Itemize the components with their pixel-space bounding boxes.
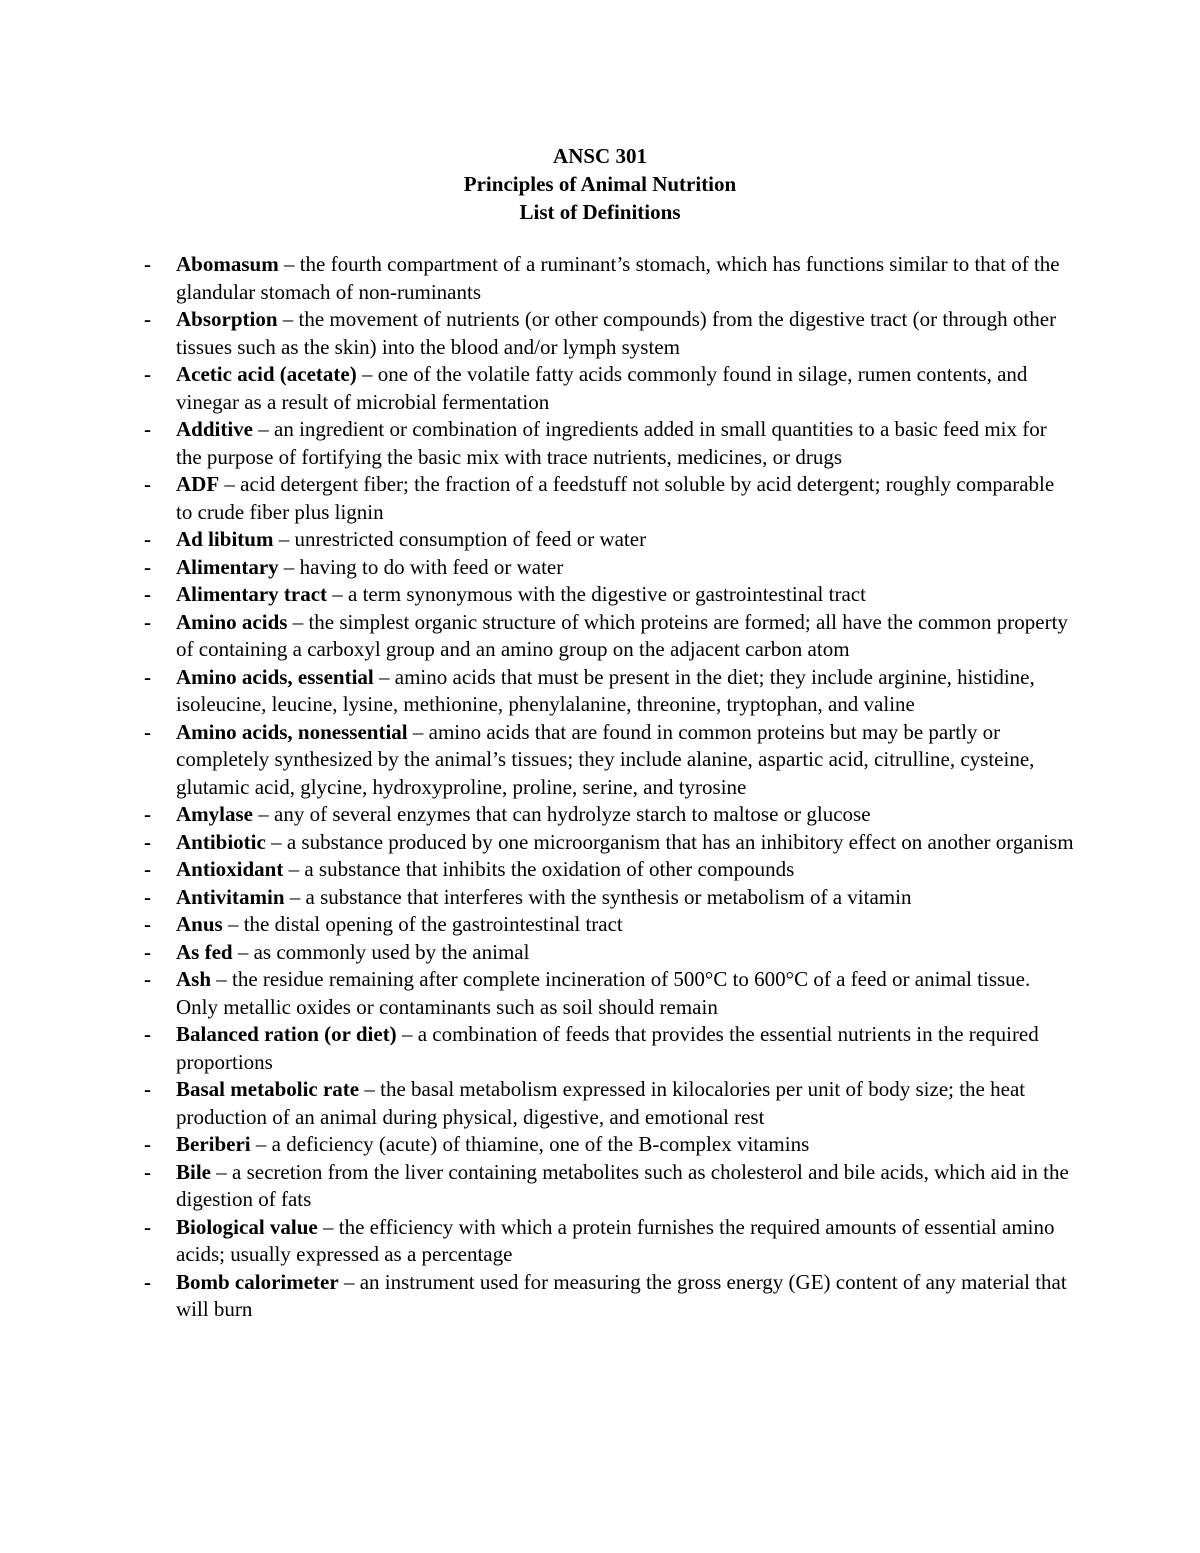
definition-term: Bomb calorimeter [176, 1269, 339, 1294]
bullet-dash: - [144, 1269, 151, 1294]
definition-term: Beriberi [176, 1132, 251, 1156]
definition-term: Ad libitum [176, 527, 274, 551]
definition-term: Antivitamin [176, 884, 285, 909]
definition-text: – any of several enzymes that can hydrolyze starch to maltose or glucose [253, 802, 871, 826]
definition-term: Antibiotic [176, 829, 266, 854]
definition-term: Acetic acid (acetate) [176, 362, 357, 386]
definition-text: – an ingredient or combination of ingredients added in small quantities to a basic feed mix for the purpose of fortifying the basic mix with trace nutrients, medicines, or drugs [176, 417, 1047, 469]
definition-term: Amylase [176, 802, 253, 826]
list-title: List of Definitions [519, 200, 681, 224]
definition-term: Balanced ration (or diet) [176, 1022, 397, 1046]
definition-text: – unrestricted consumption of feed or water [273, 527, 647, 551]
definition-item [144, 1131, 1074, 1159]
definition-term: Basal metabolic rate [176, 1077, 360, 1101]
bullet-dash: - [144, 252, 151, 276]
bullet-dash: - [144, 664, 151, 689]
definition-item [144, 251, 1074, 306]
definition-term: Absorption [176, 307, 278, 331]
definition-text: – a deficiency (acute) of thiamine, one of the B-complex vitamins [250, 1132, 810, 1156]
definition-term: Antioxidant [176, 857, 284, 881]
definition-item [144, 856, 1074, 884]
definition-item [144, 1076, 1074, 1131]
definition-term: Anus [176, 912, 223, 936]
bullet-dash: - [144, 1214, 151, 1239]
definition-term: Bile [176, 1159, 211, 1184]
definition-text: – the distal opening of the gastrointestinal tract [222, 912, 623, 936]
bullet-dash: - [144, 884, 151, 909]
definition-item [144, 1214, 1074, 1269]
bullet-dash: - [144, 362, 151, 386]
definition-term: Biological value [176, 1214, 318, 1239]
bullet-dash: - [144, 554, 151, 579]
definition-item [144, 1021, 1074, 1076]
definition-term: Amino acids [176, 609, 288, 634]
definition-item [144, 554, 1074, 582]
definition-text: – the basal metabolism expressed in kilocalories per unit of body size; the heat production of an animal during physical, digestive, and emotional rest [176, 1077, 1026, 1129]
bullet-dash: - [144, 417, 151, 441]
bullet-dash: - [144, 857, 151, 881]
bullet-dash: - [144, 527, 151, 551]
definition-item [144, 526, 1074, 554]
definition-term: Alimentary [176, 554, 279, 579]
definition-text: – the simplest organic structure of which proteins are formed; all have the common property of containing a carboxyl group and an amino group on the adjacent carbon atom [176, 609, 1068, 661]
definition-term: Amino acids, essential [176, 664, 374, 689]
definition-item [144, 719, 1074, 802]
definition-text: – the efficiency with which a protein furnishes the required amounts of essential amino acids; usually expressed as a percentage [176, 1214, 1055, 1266]
definition-item [144, 306, 1074, 361]
definition-item [144, 939, 1074, 967]
definition-text: – a combination of feeds that provides the essential nutrients in the required proportions [176, 1022, 1039, 1074]
definition-list [144, 251, 1074, 1324]
course-code: ANSC 301 [553, 144, 647, 168]
bullet-dash: - [144, 967, 151, 991]
definition-item [144, 884, 1074, 912]
definition-item [144, 581, 1074, 609]
bullet-dash: - [144, 802, 151, 826]
definition-item [144, 801, 1074, 829]
bullet-dash: - [144, 582, 151, 606]
definition-text: – the fourth compartment of a ruminant’s stomach, which has functions similar to that of the glandular stomach of non-ruminants [176, 252, 1060, 304]
definition-text: – as commonly used by the animal [232, 939, 530, 964]
definition-text: – the residue remaining after complete incineration of 500°C to 600°C of a feed or animal tissue. Only metallic oxides or contaminants such as soil should remain [176, 967, 1031, 1019]
definition-item [144, 911, 1074, 939]
definition-term: Alimentary tract [176, 582, 328, 606]
bullet-dash: - [144, 939, 151, 964]
definition-text: – the movement of nutrients (or other compounds) from the digestive tract (or through other tissues such as the skin) into the blood and/or lymph system [176, 307, 1057, 359]
definition-term: Ash [176, 967, 212, 991]
definition-text: – a secretion from the liver containing metabolites such as cholesterol and bile acids, which aid in the digestion of fats [176, 1159, 1069, 1211]
definition-term: Amino acids, nonessential [176, 719, 408, 744]
definition-text: – an instrument used for measuring the gross energy (GE) content of any material that will burn [176, 1269, 1067, 1321]
definition-term: Additive [176, 417, 254, 441]
bullet-dash: - [144, 829, 151, 854]
definition-item [144, 1159, 1074, 1214]
definition-text: – one of the volatile fatty acids commonly found in silage, rumen contents, and vinegar as a result of microbial fermentation [176, 362, 1028, 414]
definition-term: As fed [176, 939, 233, 964]
definition-text: – amino acids that are found in common proteins but may be partly or completely synthesized by the animal’s tissues; they include alanine, aspartic acid, citrulline, cysteine, glutamic acid, glycine, hydroxyproline, proline, serine, and tyrosine [176, 719, 1035, 799]
definition-text: – having to do with feed or water [278, 554, 564, 579]
definition-item [144, 829, 1074, 857]
bullet-dash: - [144, 1159, 151, 1184]
bullet-dash: - [144, 1132, 151, 1156]
definition-term: ADF [176, 472, 220, 496]
definition-term: Abomasum [176, 252, 279, 276]
bullet-dash: - [144, 609, 151, 634]
definition-item [144, 966, 1074, 1021]
definition-text: – acid detergent fiber; the fraction of a feedstuff not soluble by acid detergent; roughly comparable to crude fiber plus lignin [176, 472, 1055, 524]
definition-item [144, 609, 1074, 664]
bullet-dash: - [144, 307, 151, 331]
course-title: Principles of Animal Nutrition [463, 172, 737, 196]
bullet-dash: - [144, 1022, 151, 1046]
definition-item [144, 361, 1074, 416]
definition-item [144, 664, 1074, 719]
bullet-dash: - [144, 719, 151, 744]
bullet-dash: - [144, 912, 151, 936]
definition-text: – a substance that interferes with the synthesis or metabolism of a vitamin [284, 884, 912, 909]
definition-item [144, 471, 1074, 526]
definition-item [144, 1269, 1074, 1324]
definition-item [144, 416, 1074, 471]
bullet-dash: - [144, 472, 151, 496]
bullet-dash: - [144, 1077, 151, 1101]
definition-text: – a substance that inhibits the oxidation of other compounds [283, 857, 795, 881]
definition-text: – a term synonymous with the digestive or gastrointestinal tract [327, 582, 866, 606]
definition-text: – a substance produced by one microorganism that has an inhibitory effect on another organism [265, 829, 1074, 854]
definition-text: – amino acids that must be present in the diet; they include arginine, histidine, isoleucine, leucine, lysine, methionine, phenylalanine, threonine, tryptophan, and valine [176, 664, 1035, 716]
document-header [0, 142, 1200, 226]
